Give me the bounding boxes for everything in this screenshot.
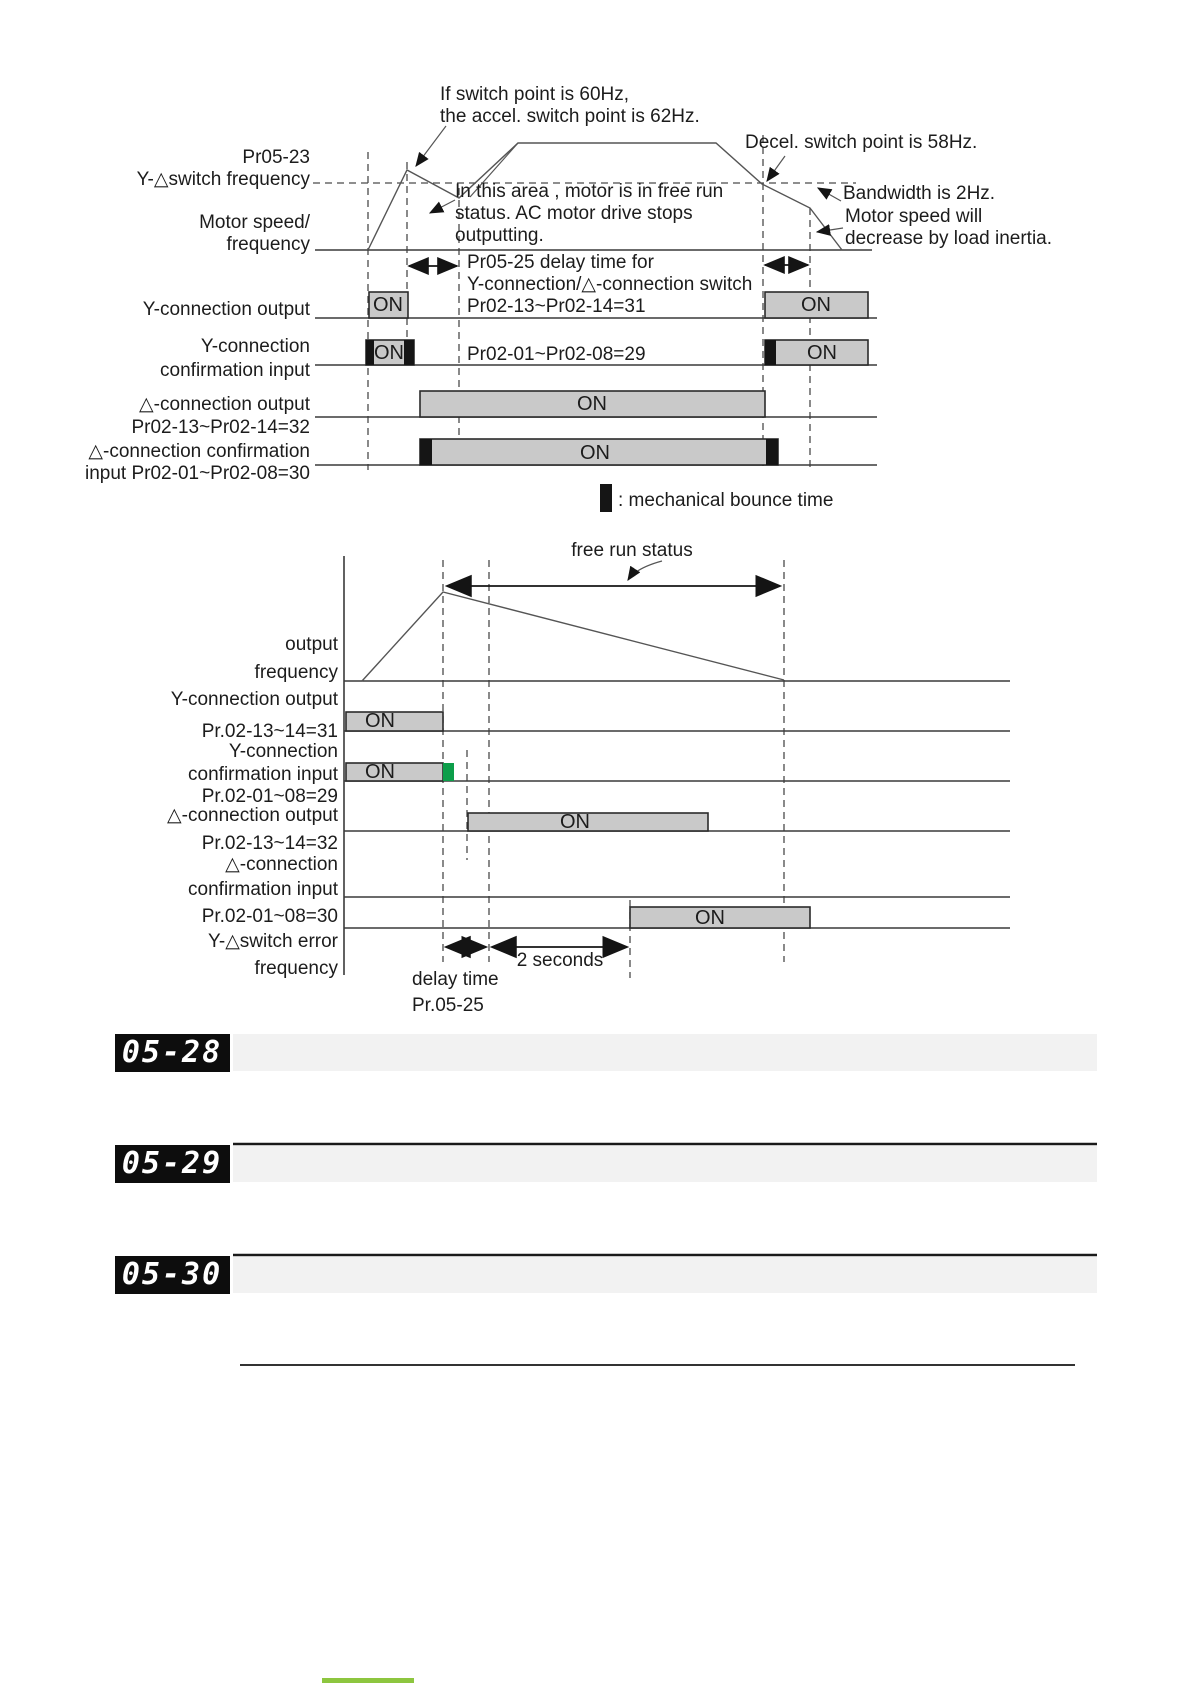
d1-note-decel: Decel. switch point is 58Hz. (745, 132, 978, 153)
d1-axis-labels (85, 147, 311, 484)
d1-note-accel-1: If switch point is 60Hz, (440, 84, 630, 105)
d2-label-two-seconds: 2 seconds (516, 950, 604, 971)
d2-label-delta-output: △-connection output (167, 805, 338, 826)
d2-label-output-1: output (285, 634, 338, 655)
d1-on-3: ON (374, 342, 404, 364)
d2-label-error-1: Y-△switch error (207, 931, 338, 952)
diagram1-accel-decel-switching (85, 84, 1052, 512)
param-content-bar (233, 1146, 1097, 1182)
param-code: 05-29 (121, 1146, 223, 1181)
d2-label-error-2: frequency (254, 958, 338, 979)
d2-label-delta-output-param: Pr.02-13~14=32 (201, 833, 338, 854)
d1-bounce-right-a (765, 340, 776, 365)
d2-on-2: ON (365, 761, 395, 783)
d2-output-frequency-curve (362, 592, 784, 681)
d1-note-y-output-param: Pr02-13~Pr02-14=31 (467, 296, 646, 317)
d1-note-inertia-1: Motor speed will (845, 206, 983, 227)
d2-on-4: ON (695, 907, 725, 929)
parameter-rows (115, 1034, 1097, 1365)
param-content-bar (233, 1034, 1097, 1071)
d1-note-freerun-3: outputting. (455, 225, 544, 246)
d1-annotations (440, 84, 1052, 365)
d1-label-delta-output-param: Pr02-13~Pr02-14=32 (131, 417, 310, 438)
d2-label-delay-time: delay time (412, 969, 499, 990)
d1-bounce-legend (600, 484, 833, 512)
d1-on-1: ON (373, 294, 403, 316)
d2-free-run-leader (628, 561, 662, 580)
d2-label-delta-confirm-1: △-connection (225, 854, 338, 875)
d1-label-delta-output: △-connection output (139, 394, 310, 415)
parameter-row-05-30 (115, 1255, 1097, 1294)
d2-label-delta-confirm-2: confirmation input (188, 879, 338, 900)
bounce-swatch (600, 484, 612, 512)
d2-label-delta-confirm-param: Pr.02-01~08=30 (201, 906, 338, 927)
parameter-row-05-29 (115, 1144, 1097, 1183)
d1-on-2: ON (801, 294, 831, 316)
d1-note-delay-1: Pr05-25 delay time for (467, 252, 654, 273)
d1-bounce-delta-a (420, 439, 432, 465)
param-code: 05-28 (121, 1035, 223, 1070)
d1-label-delta-confirm-1: △-connection confirmation (88, 441, 310, 462)
page-edge-mark (322, 1678, 414, 1683)
param-content-bar (233, 1257, 1097, 1293)
d2-label-y-confirm-1: Y-connection (228, 741, 338, 762)
d2-confirm-green-block (443, 763, 454, 781)
d2-label-y-confirm-2: confirmation input (188, 764, 338, 785)
d1-label-y-confirm-2: confirmation input (160, 360, 310, 381)
d1-bounce-delta-b (766, 439, 778, 465)
d2-on-3: ON (560, 811, 590, 833)
d1-note-inertia-2: decrease by load inertia. (845, 228, 1053, 249)
d1-note-freerun-2: status. AC motor drive stops (455, 203, 693, 224)
d1-note-freerun-1: In this area , motor is in free run (455, 181, 724, 202)
param-code: 05-30 (121, 1257, 223, 1292)
d2-label-y-confirm-param: Pr.02-01~08=29 (201, 786, 338, 807)
d1-on-6: ON (580, 442, 610, 464)
d1-label-switch-frequency: Y-△switch frequency (136, 169, 310, 190)
d1-label-pr05-23: Pr05-23 (242, 147, 310, 168)
d1-note-accel-2: the accel. switch point is 62Hz. (440, 106, 700, 127)
d1-bounce-left-a (366, 340, 374, 365)
d1-bounce-left-b (404, 340, 414, 365)
d2-label-delay-param: Pr.05-25 (412, 995, 484, 1016)
bounce-legend-text: : mechanical bounce time (618, 490, 834, 511)
d1-label-delta-confirm-2: input Pr02-01~Pr02-08=30 (85, 463, 310, 484)
d1-note-delay-2: Y-connection/△-connection switch (467, 274, 753, 295)
diagram2-switch-error (167, 540, 1010, 1016)
d2-label-output-2: frequency (254, 662, 338, 683)
d1-on-4: ON (807, 342, 837, 364)
d1-note-bandwidth: Bandwidth is 2Hz. (843, 183, 996, 204)
d2-label-y-output-param: Pr.02-13~14=31 (201, 721, 338, 742)
d1-label-y-confirm-1: Y-connection (200, 336, 310, 357)
parameter-row-05-28 (115, 1034, 1097, 1072)
d2-on-1: ON (365, 710, 395, 732)
d2-label-free-run: free run status (571, 540, 693, 561)
d1-label-motor-speed-1: Motor speed/ (199, 212, 310, 233)
d1-note-y-confirm-param: Pr02-01~Pr02-08=29 (467, 344, 646, 365)
d1-on-5: ON (577, 393, 607, 415)
d2-label-y-output: Y-connection output (170, 689, 338, 710)
d1-label-y-output: Y-connection output (142, 299, 310, 320)
d1-label-motor-speed-2: frequency (226, 234, 310, 255)
